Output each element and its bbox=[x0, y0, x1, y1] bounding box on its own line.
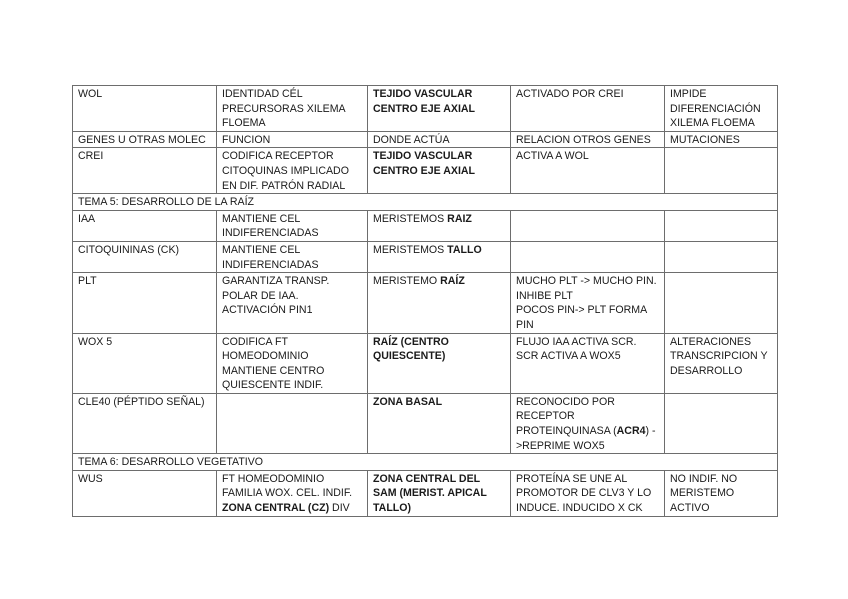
table-cell bbox=[217, 148, 368, 194]
cell-text: FT HOMEODOMINIO FAMILIA WOX. CEL. INDIF. bbox=[222, 472, 353, 500]
cell-text: GARANTIZA TRANSP. POLAR DE IAA. bbox=[222, 275, 330, 302]
bold-text: TEJIDO VASCULAR CENTRO EJE AXIAL bbox=[373, 88, 476, 115]
table-cell bbox=[665, 470, 778, 516]
cell-text: PLT bbox=[78, 275, 97, 288]
table-cell bbox=[73, 148, 217, 194]
cell-text: MANTIENE CEL INDIFERENCIADAS bbox=[222, 212, 319, 240]
cell-text: MERISTEMO bbox=[373, 275, 441, 288]
cell-text: WOL bbox=[78, 88, 103, 100]
cell-text: CITOQUININAS (CK) bbox=[78, 243, 180, 256]
cell-text: IDENTIDAD CÉL PRECURSORAS XILEMA FLOEMA bbox=[222, 88, 346, 130]
genes-table-body bbox=[73, 86, 778, 517]
cell-text: MUTACIONES bbox=[670, 133, 740, 146]
cell-text: CREI bbox=[78, 150, 104, 163]
cell-text: SCR ACTIVA A WOX5 bbox=[516, 350, 621, 363]
table-cell bbox=[368, 210, 511, 241]
table-cell bbox=[368, 86, 511, 132]
cell-text: MERISTEMOS bbox=[373, 212, 448, 225]
table-cell bbox=[511, 393, 665, 453]
genes-table bbox=[72, 85, 778, 517]
cell-text: ) ->REPRIME WOX5 bbox=[516, 425, 656, 452]
cell-text: POCOS PIN-> PLT FORMA PIN bbox=[516, 304, 647, 331]
table-cell bbox=[73, 131, 217, 148]
table-cell bbox=[368, 148, 511, 194]
table-cell bbox=[511, 210, 665, 241]
table-cell bbox=[73, 86, 217, 132]
table-cell bbox=[368, 131, 511, 148]
cell-text: ACTIVACIÓN PIN1 bbox=[222, 304, 313, 317]
bold-text: ZONA BASAL bbox=[373, 395, 443, 408]
table-cell bbox=[665, 210, 778, 241]
cell-text: PROTEÍNA SE UNE AL PROMOTOR DE CLV3 Y LO INDUCE. INDUCIDO X CK bbox=[516, 472, 652, 515]
table-cell bbox=[73, 470, 217, 516]
table-cell bbox=[217, 241, 368, 272]
cell-text: NO INDIF. NO MERISTEMO ACTIVO bbox=[670, 472, 738, 515]
cell-text: GENES U OTRAS MOLEC bbox=[78, 133, 206, 146]
bold-text: TEJIDO VASCULAR CENTRO EJE AXIAL bbox=[373, 150, 476, 177]
cell-text: DIV bbox=[329, 502, 350, 515]
table-cell bbox=[665, 241, 778, 272]
table-cell bbox=[217, 333, 368, 393]
table-cell bbox=[73, 241, 217, 272]
cell-text: FLUJO IAA ACTIVA SCR. bbox=[516, 335, 637, 348]
bold-text: ZONA CENTRAL (CZ) bbox=[222, 502, 330, 515]
table-cell bbox=[73, 393, 217, 453]
table-row bbox=[73, 470, 778, 516]
table-cell bbox=[511, 273, 665, 333]
table-row bbox=[73, 210, 778, 241]
table-row bbox=[73, 148, 778, 194]
bold-text: ZONA CENTRAL DEL SAM (MERIST. APICAL TALLO) bbox=[373, 472, 487, 515]
cell-text: MUCHO PLT -> MUCHO PIN. INHIBE PLT bbox=[516, 275, 657, 302]
table-cell bbox=[665, 273, 778, 333]
bold-text: TALLO bbox=[447, 243, 482, 256]
cell-text: MERISTEMOS bbox=[373, 243, 448, 256]
bold-text: RAÍZ bbox=[440, 275, 465, 288]
bold-text: RAIZ bbox=[447, 212, 472, 225]
table-cell bbox=[368, 393, 511, 453]
section-header-row bbox=[73, 454, 778, 471]
table-cell bbox=[73, 210, 217, 241]
table-cell bbox=[217, 86, 368, 132]
cell-text: IAA bbox=[78, 212, 96, 225]
table-cell bbox=[665, 131, 778, 148]
table-row bbox=[73, 131, 778, 148]
table-cell bbox=[511, 131, 665, 148]
cell-text: ACTIVA A WOL bbox=[516, 150, 589, 163]
table-cell bbox=[665, 393, 778, 453]
section-title: TEMA 6: DESARROLLO VEGETATIVO bbox=[73, 454, 778, 471]
cell-text: RECONOCIDO POR RECEPTOR PROTEINQUINASA ( bbox=[516, 395, 617, 438]
table-cell bbox=[368, 273, 511, 333]
table-cell bbox=[665, 333, 778, 393]
table-cell bbox=[368, 470, 511, 516]
table-row bbox=[73, 333, 778, 393]
table-cell bbox=[665, 86, 778, 132]
table-cell bbox=[73, 273, 217, 333]
cell-text: IMPIDE DIFERENCIACIÓN XILEMA FLOEMA bbox=[670, 88, 761, 130]
bold-text: ACR4 bbox=[616, 425, 646, 438]
table-cell bbox=[511, 86, 665, 132]
table-cell bbox=[217, 393, 368, 453]
cell-text: CODIFICA FT HOMEODOMINIO bbox=[222, 335, 309, 363]
cell-text: FUNCION bbox=[222, 133, 271, 146]
cell-text: WOX 5 bbox=[78, 335, 113, 348]
table-cell bbox=[511, 148, 665, 194]
cell-text: MANTIENE CENTRO QUIESCENTE INDIF. bbox=[222, 364, 325, 392]
cell-text: WUS bbox=[78, 472, 103, 485]
cell-text: ALTERACIONES TRANSCRIPCION Y DESARROLLO bbox=[670, 335, 768, 377]
table-cell bbox=[217, 210, 368, 241]
table-cell bbox=[217, 470, 368, 516]
bold-text: RAÍZ (CENTRO QUIESCENTE) bbox=[373, 335, 449, 363]
table-cell bbox=[217, 131, 368, 148]
section-header-row bbox=[73, 194, 778, 211]
table-cell bbox=[511, 333, 665, 393]
table-row bbox=[73, 393, 778, 453]
cell-text: MANTIENE CEL INDIFERENCIADAS bbox=[222, 243, 319, 271]
table-cell bbox=[665, 148, 778, 194]
table-cell bbox=[511, 241, 665, 272]
section-title: TEMA 5: DESARROLLO DE LA RAÍZ bbox=[73, 194, 778, 211]
cell-text: RELACION OTROS GENES bbox=[516, 133, 651, 146]
table-cell bbox=[217, 273, 368, 333]
table-cell bbox=[73, 333, 217, 393]
table-cell bbox=[368, 333, 511, 393]
cell-text: CLE40 (PÉPTIDO SEÑAL) bbox=[78, 395, 205, 408]
table-row bbox=[73, 273, 778, 333]
cell-text: ACTIVADO POR CREI bbox=[516, 88, 624, 100]
cell-text: DONDE ACTÚA bbox=[373, 133, 450, 146]
table-cell bbox=[511, 470, 665, 516]
table-cell bbox=[368, 241, 511, 272]
table-row bbox=[73, 86, 778, 132]
cell-text: CODIFICA RECEPTOR CITOQUINAS IMPLICADO EN DIF. PATRÓN RADIAL bbox=[222, 150, 349, 192]
table-row bbox=[73, 241, 778, 272]
